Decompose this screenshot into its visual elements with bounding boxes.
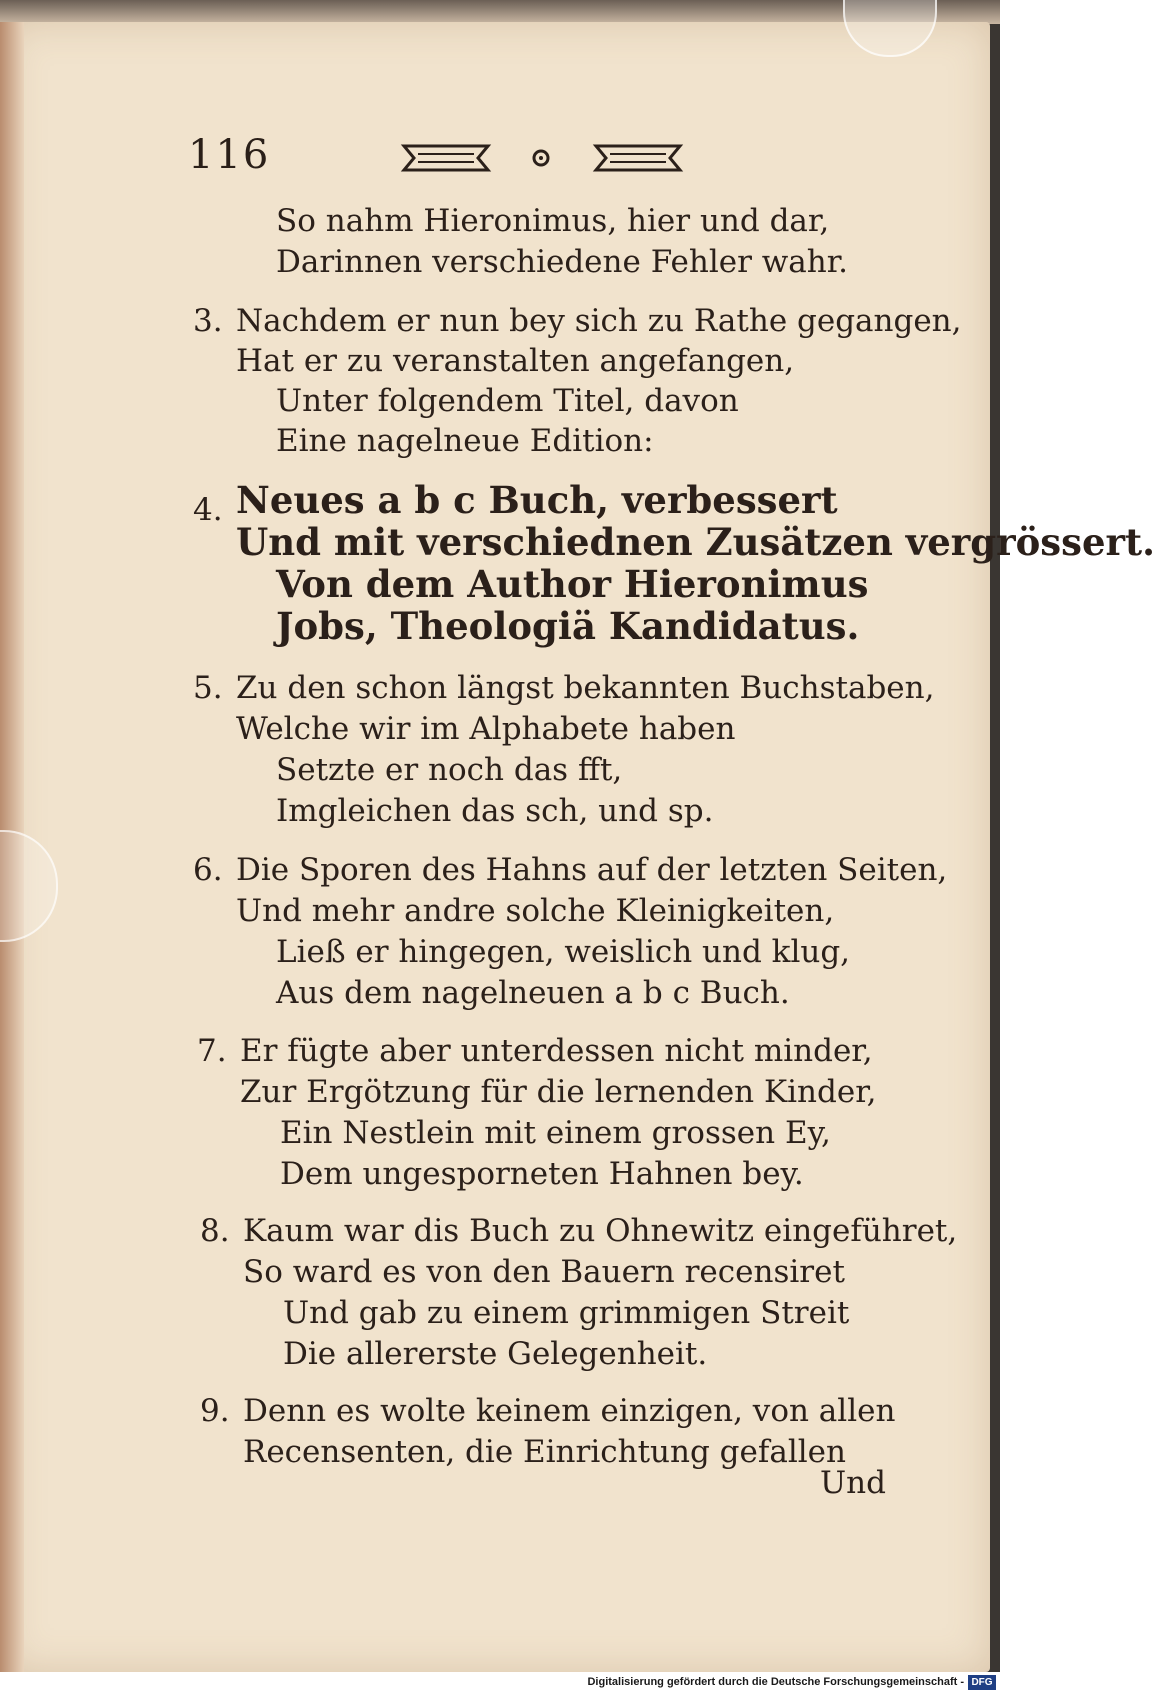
verse-line: Ließ er hingegen, weislich und klug, <box>276 934 851 970</box>
verse-line: Eine nagelneue Edition: <box>276 423 654 459</box>
digitization-footer <box>0 1672 1000 1695</box>
header-ornament-left-icon <box>400 140 492 176</box>
verse-line: Denn es wolte keinem einzigen, von allen <box>243 1393 896 1429</box>
footer-credit-text: Digitalisierung gefördert durch die Deutsche Forschungsgemeinschaft - <box>587 1676 964 1688</box>
verse-line: Hat er zu veranstalten angefangen, <box>236 343 795 379</box>
verse-line: Recensenten, die Einrichtung gefallen <box>243 1434 846 1470</box>
verse-line: Kaum war dis Buch zu Ohnewitz eingeführet, <box>243 1213 958 1249</box>
verse-line: Setzte er noch das fft, <box>276 752 623 788</box>
verse-line: Zu den schon längst bekannten Buchstaben, <box>236 670 935 706</box>
stanza-number: 6. <box>193 852 223 888</box>
stanza-number: 3. <box>193 303 223 339</box>
verse-line: Welche wir im Alphabete haben <box>236 711 736 747</box>
verse-line: Unter folgendem Titel, davon <box>276 383 739 419</box>
verse-line: Die Sporen des Hahns auf der letzten Seiten, <box>236 852 948 888</box>
verse-line: Von dem Author Hieronimus <box>276 562 869 606</box>
verse-line: So ward es von den Bauern recensiret <box>243 1254 845 1290</box>
catchword: Und <box>820 1465 886 1501</box>
verse-line: Nachdem er nun bey sich zu Rathe gegangen, <box>236 303 962 339</box>
stanza-number: 4. <box>193 492 223 528</box>
verse-line: Er fügte aber unterdessen nicht minder, <box>240 1033 873 1069</box>
header-ornament-center-icon <box>530 140 552 176</box>
stanza-number: 9. <box>200 1393 230 1429</box>
stanza-number: 8. <box>200 1213 230 1249</box>
stanza-number: 7. <box>197 1033 227 1069</box>
verse-line: So nahm Hieronimus, hier und dar, <box>276 203 830 239</box>
verse-line: Ein Nestlein mit einem grossen Ey, <box>280 1115 831 1151</box>
verse-line: Imgleichen das sch, und sp. <box>276 793 714 829</box>
stanza-number: 5. <box>193 670 223 706</box>
verse-line: Darinnen verschiedene Fehler wahr. <box>276 244 849 280</box>
verse-line: Und mehr andre solche Kleinigkeiten, <box>236 893 835 929</box>
verse-line: Zur Ergötzung für die lernenden Kinder, <box>240 1074 877 1110</box>
header-ornament-right-icon <box>592 140 684 176</box>
verse-line: Jobs, Theologiä Kandidatus. <box>276 604 860 648</box>
verse-line: Aus dem nagelneuen a b c Buch. <box>276 975 790 1011</box>
verse-line: Neues a b c Buch, verbessert <box>236 478 838 522</box>
verse-line: Und gab zu einem grimmigen Streit <box>283 1295 850 1331</box>
dfg-logo-icon: DFG <box>968 1675 996 1690</box>
page-number: 116 <box>188 132 271 178</box>
verse-line: Die allererste Gelegenheit. <box>283 1336 708 1372</box>
verse-line: Dem ungesporneten Hahnen bey. <box>280 1156 804 1192</box>
verse-line: Und mit verschiednen Zusätzen vergrössert. <box>236 520 1155 564</box>
